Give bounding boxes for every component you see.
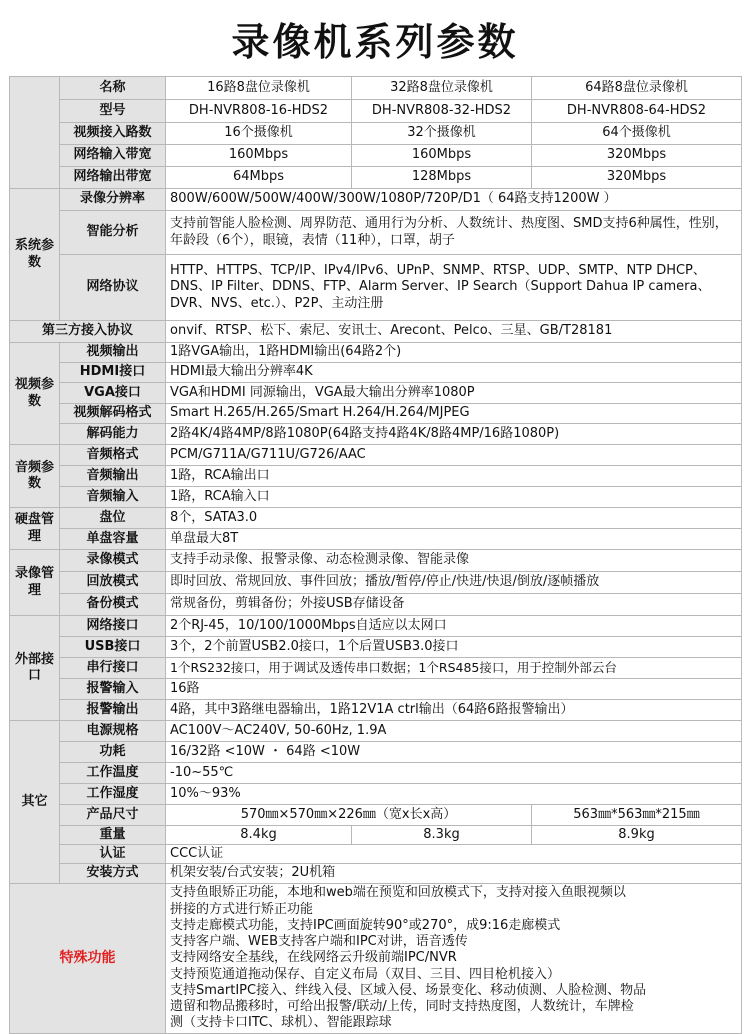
- cell: 1个RS232接口，用于调试及透传串口数据；1个RS485接口，用于控制外部云台: [166, 658, 742, 679]
- cell: 2路4K/4路4MP/8路1080P(64路支持4路4K/8路4MP/16路1080P): [166, 424, 742, 445]
- row-label: 网络输出带宽: [60, 167, 166, 189]
- row-label: 回放模式: [60, 572, 166, 594]
- cell: 3个，2个前置USB2.0接口，1个后置USB3.0接口: [166, 637, 742, 658]
- table-row: [10, 211, 742, 255]
- table-row: [10, 363, 742, 383]
- row-label: 串行接口: [60, 658, 166, 679]
- model-name-64: 64路8盘位录像机: [532, 77, 742, 100]
- cell: DH-NVR808-32-HDS2: [352, 100, 532, 123]
- table-row: [10, 404, 742, 424]
- row-label: 录像模式: [60, 550, 166, 572]
- row-label: 网络协议: [60, 255, 166, 321]
- model-name-16: 16路8盘位录像机: [166, 77, 352, 100]
- table-row: [10, 763, 742, 784]
- table-row: [10, 721, 742, 742]
- row-label: 解码能力: [60, 424, 166, 445]
- table-row: [10, 487, 742, 508]
- group-other: 其它: [10, 721, 60, 884]
- cell: 563㎜*563㎜*215㎜: [532, 805, 742, 826]
- cell: 160Mbps: [166, 145, 352, 167]
- group-audio: 音频参数: [10, 445, 60, 508]
- table-row: [10, 594, 742, 616]
- cell: 8.9kg: [532, 826, 742, 845]
- row-label: 录像分辨率: [60, 189, 166, 211]
- row-label: VGA接口: [60, 383, 166, 404]
- cell: 8个，SATA3.0: [166, 508, 742, 529]
- table-row: [10, 658, 742, 679]
- group-system: 系统参数: [10, 189, 60, 321]
- cell: HDMI最大输出分辨率4K: [166, 363, 742, 383]
- model-name-32: 32路8盘位录像机: [352, 77, 532, 100]
- row-label: 盘位: [60, 508, 166, 529]
- cell: VGA和HDMI 同源输出，VGA最大输出分辨率1080P: [166, 383, 742, 404]
- group-video: 视频参数: [10, 343, 60, 445]
- cell: 128Mbps: [352, 167, 532, 189]
- special-line: 支持SmartIPC接入、绊线入侵、区域入侵、场景变化、移动侦测、人脸检测、物品: [170, 982, 647, 998]
- cell: DH-NVR808-16-HDS2: [166, 100, 352, 123]
- blank-corner-cell: [10, 77, 60, 189]
- row-label: 重量: [60, 826, 166, 845]
- cell: 1路VGA输出，1路HDMI输出(64路2个): [166, 343, 742, 363]
- cell: 16/32路 <10W ・ 64路 <10W: [166, 742, 742, 763]
- cell: 64个摄像机: [532, 123, 742, 145]
- table-row: [10, 616, 742, 637]
- row-label: 视频输出: [60, 343, 166, 363]
- table-row: [10, 884, 742, 1034]
- cell: 支持前智能人脸检测、周界防范、通用行为分析、人数统计、热度图、SMD支持6种属性，性别，年龄段（6个），眼镜，表情（11种），口罩，胡子: [166, 211, 742, 255]
- table-row: [10, 445, 742, 466]
- cell: 8.3kg: [352, 826, 532, 845]
- row-label: 音频格式: [60, 445, 166, 466]
- special-line: 遗留和物品搬移时，可给出报警/联动/上传，同时支持热度图，人数统计，车牌检: [170, 999, 634, 1015]
- cell: 1路，RCA输入口: [166, 487, 742, 508]
- special-line: 支持客户端、WEB支持客户端和IPC对讲，语音透传: [170, 934, 468, 950]
- row-label: 工作湿度: [60, 784, 166, 805]
- table-row: [10, 550, 742, 572]
- table-row: [10, 123, 742, 145]
- table-row: [10, 343, 742, 363]
- cell: CCC认证: [166, 845, 742, 864]
- row-label: 音频输出: [60, 466, 166, 487]
- table-row: [10, 784, 742, 805]
- cell: 16路: [166, 679, 742, 700]
- row-label: 智能分析: [60, 211, 166, 255]
- cell: HTTP、HTTPS、TCP/IP、IPv4/IPv6、UPnP、SNMP、RTSP、UDP、SMTP、NTP DHCP、DNS、IP Filter、DDNS、FTP、Alarm Server、IP Search（Support Dahua IP camera、DVR、NVS、etc.）、P2P、主动注册: [166, 255, 742, 321]
- cell: 570㎜×570㎜×226㎜（宽x长x高）: [166, 805, 532, 826]
- row-label: 报警输出: [60, 700, 166, 721]
- group-disk: 硬盘管理: [10, 508, 60, 550]
- row-label: 工作温度: [60, 763, 166, 784]
- table-row: [10, 167, 742, 189]
- table-row: [10, 189, 742, 211]
- cell: onvif、RTSP、松下、索尼、安讯士、Arecont、Pelco、三星、GB/T28181: [166, 321, 742, 343]
- group-external: 外部接口: [10, 616, 60, 721]
- row-label: 安装方式: [60, 864, 166, 884]
- special-cell: [166, 884, 742, 1034]
- row-label: 第三方接入协议: [10, 321, 166, 343]
- cell: 常规备份，剪辑备份；外接USB存储设备: [166, 594, 742, 616]
- special-line: 支持预览通道拖动保存、自定义布局（双目、三目、四目枪机接入）: [170, 966, 561, 982]
- table-row: [10, 805, 742, 826]
- row-label: 备份模式: [60, 594, 166, 616]
- cell: 320Mbps: [532, 167, 742, 189]
- table-row: [10, 864, 742, 884]
- row-label: 认证: [60, 845, 166, 864]
- table-row: [10, 845, 742, 864]
- cell: 8.4kg: [166, 826, 352, 845]
- table-row: [10, 383, 742, 404]
- cell: 160Mbps: [352, 145, 532, 167]
- cell: 1路，RCA输出口: [166, 466, 742, 487]
- table-row: [10, 424, 742, 445]
- cell: 10%～93%: [166, 784, 742, 805]
- table-row: [10, 826, 742, 845]
- cell: 4路，其中3路继电器输出，1路12V1A ctrl输出（64路6路报警输出）: [166, 700, 742, 721]
- table-row: [10, 679, 742, 700]
- table-row: [10, 466, 742, 487]
- table-row: [10, 508, 742, 529]
- cell: PCM/G711A/G711U/G726/AAC: [166, 445, 742, 466]
- row-label: 视频解码格式: [60, 404, 166, 424]
- table-row: [10, 637, 742, 658]
- row-label: 报警输入: [60, 679, 166, 700]
- cell: 支持手动录像、报警录像、动态检测录像、智能录像: [166, 550, 742, 572]
- row-label: 网络接口: [60, 616, 166, 637]
- cell: 320Mbps: [532, 145, 742, 167]
- cell: DH-NVR808-64-HDS2: [532, 100, 742, 123]
- table-header-row: [10, 77, 742, 100]
- cell: 800W/600W/500W/400W/300W/1080P/720P/D1（ 64路支持1200W ）: [166, 189, 742, 211]
- row-label: 功耗: [60, 742, 166, 763]
- row-label: HDMI接口: [60, 363, 166, 383]
- row-label: 音频输入: [60, 487, 166, 508]
- special-line: 支持网络安全基线，在线网络云升级前端IPC/NVR: [170, 950, 457, 966]
- table-row: [10, 742, 742, 763]
- row-label: 电源规格: [60, 721, 166, 742]
- table-row: [10, 529, 742, 550]
- table-row: [10, 100, 742, 123]
- cell: -10~55℃: [166, 763, 742, 784]
- row-label: 单盘容量: [60, 529, 166, 550]
- cell: 即时回放、常规回放、事件回放；播放/暂停/停止/快进/快退/倒放/逐帧播放: [166, 572, 742, 594]
- table-row: [10, 321, 742, 343]
- spec-table: [9, 76, 742, 1034]
- row-label: USB接口: [60, 637, 166, 658]
- cell: AC100V～AC240V, 50-60Hz, 1.9A: [166, 721, 742, 742]
- row-label: 型号: [60, 100, 166, 123]
- row-label: 视频接入路数: [60, 123, 166, 145]
- page-title: 录像机系列参数: [231, 19, 519, 64]
- table-row: [10, 145, 742, 167]
- cell: 16个摄像机: [166, 123, 352, 145]
- table-row: [10, 255, 742, 321]
- row-label: 网络输入带宽: [60, 145, 166, 167]
- special-label: 特殊功能: [10, 884, 166, 1034]
- special-line: 支持走廊模式功能，支持IPC画面旋转90°或270°，成9:16走廊模式: [170, 917, 561, 933]
- table-row: [10, 700, 742, 721]
- table-row: [10, 572, 742, 594]
- cell: 机架安装/台式安装；2U机箱: [166, 864, 742, 884]
- cell: 32个摄像机: [352, 123, 532, 145]
- row-label: 名称: [60, 77, 166, 100]
- special-line: 测（支持卡口ITC、球机）、智能跟踪球: [170, 1015, 392, 1031]
- group-record: 录像管理: [10, 550, 60, 616]
- special-line: 拼接的方式进行矫正功能: [170, 901, 314, 917]
- cell: 64Mbps: [166, 167, 352, 189]
- row-label: 产品尺寸: [60, 805, 166, 826]
- cell: 2个RJ-45，10/100/1000Mbps自适应以太网口: [166, 616, 742, 637]
- special-line: 支持鱼眼矫正功能，本地和web端在预览和回放模式下，支持对接入鱼眼视频以: [170, 885, 626, 901]
- cell: 单盘最大8T: [166, 529, 742, 550]
- cell: Smart H.265/H.265/Smart H.264/H.264/MJPEG: [166, 404, 742, 424]
